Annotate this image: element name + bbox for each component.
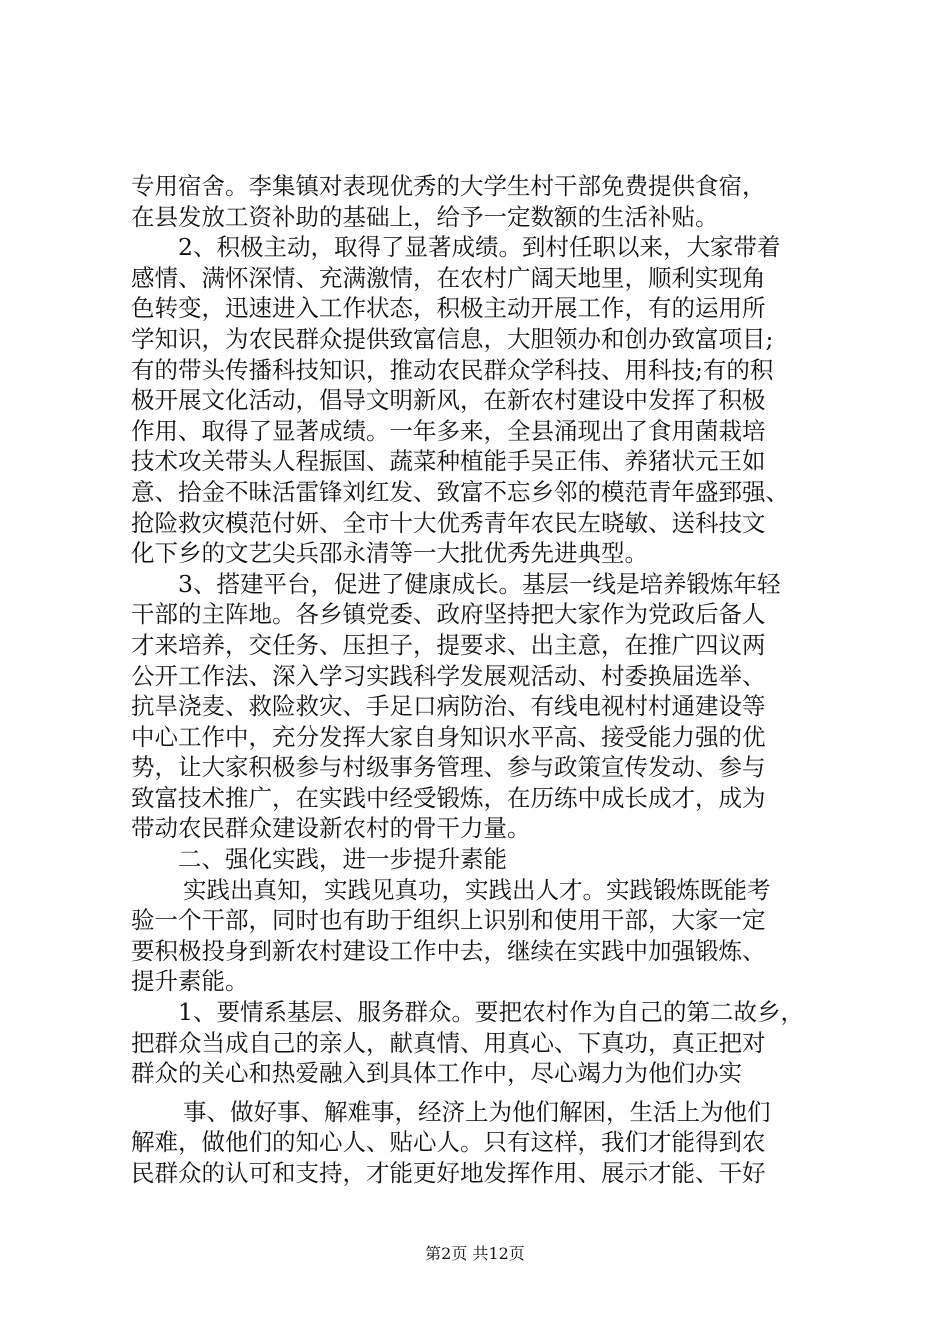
text-line: 公开工作法、深入学习实践科学发展观活动、村委换届选举、 [131,661,766,690]
text-line: 在县发放工资补助的基础上，给予一定数额的生活补贴。 [131,202,719,231]
text-line: 感情、满怀深情、充满激情，在农村广阔天地里，顺利实现角 [131,263,766,292]
text-line: 验一个干部，同时也有助于组织上识别和使用干部，大家一定 [131,906,766,935]
text-line: 色转变，迅速进入工作状态，积极主动开展工作，有的运用所 [131,294,766,323]
text-line: 中心工作中，充分发挥大家自身知识水平高、接受能力强的优 [131,722,766,751]
text-line: 致富技术推广，在实践中经受锻炼，在历练中成长成才，成为 [131,783,766,812]
text-line: 学知识，为农民群众提供致富信息，大胆领办和创办致富项目; [131,324,774,353]
text-line: 作用、取得了显著成绩。一年多来，全县涌现出了食用菌栽培 [131,416,766,445]
text-line: 意、拾金不昧活雷锋刘红发、致富不忘乡邻的模范青年盛郅强、 [131,477,789,506]
text-line: 有的带头传播科技知识，推动农民群众学科技、用科技;有的积 [131,355,774,384]
paragraph-start-line: 实践出真知，实践见真功，实践出人才。实践锻炼既能考 [183,875,771,904]
text-line: 提升素能。 [131,967,249,996]
text-line: 技术攻关带头人程振国、蔬菜种植能手吴正伟、养猪状元王如 [131,447,766,476]
section-heading: 二、强化实践，进一步提升素能 [178,845,507,874]
body-text [131,171,831,1189]
text-line: 势，让大家积极参与村级事务管理、参与政策宣传发动、参与 [131,753,766,782]
text-line: 化下乡的文艺尖兵邵永清等一大批优秀先进典型。 [131,539,648,568]
text-line: 才来培养，交任务、压担子，提要求、出主意，在推广四议两 [131,630,766,659]
text-line: 解难，做他们的知心人、贴心人。只有这样，我们才能得到农 [131,1128,766,1157]
text-line: 抢险救灾模范付妍、全市十大优秀青年农民左晓敏、送科技文 [131,508,766,537]
text-line: 把群众当成自己的亲人，献真情、用真心、下真功，真正把对 [131,1028,766,1057]
paragraph-start-line: 1、要情系基层、服务群众。要把农村作为自己的第二故乡， [178,998,804,1027]
text-line: 民群众的认可和支持，才能更好地发挥作用、展示才能、干好 [131,1159,766,1187]
text-line: 群众的关心和热爱融入到具体工作中，尽心竭力为他们办实 [131,1059,742,1088]
text-line: 极开展文化活动，倡导文明新风，在新农村建设中发挥了积极 [131,386,766,415]
text-line: 带动农民群众建设新农村的骨干力量。 [131,814,531,843]
paragraph-start-line: 2、积极主动，取得了显著成绩。到村任职以来，大家带着 [178,233,781,262]
paragraph-start-line: 3、搭建平台，促进了健康成长。基层一线是培养锻炼年轻 [178,569,781,598]
text-line: 抗旱浇麦、救险救灾、手足口病防治、有线电视村村通建设等 [131,692,766,721]
text-line: 专用宿舍。李集镇对表现优秀的大学生村干部免费提供食宿， [131,172,766,200]
text-line: 干部的主阵地。各乡镇党委、政府坚持把大家作为党政后备人 [131,600,766,629]
text-line: 要积极投身到新农村建设工作中去，继续在实践中加强锻炼、 [131,936,766,965]
page-number-footer: 第2页 共12页 [425,1244,525,1263]
paragraph-start-line: 事、做好事、解难事，经济上为他们解困，生活上为他们 [183,1097,771,1126]
